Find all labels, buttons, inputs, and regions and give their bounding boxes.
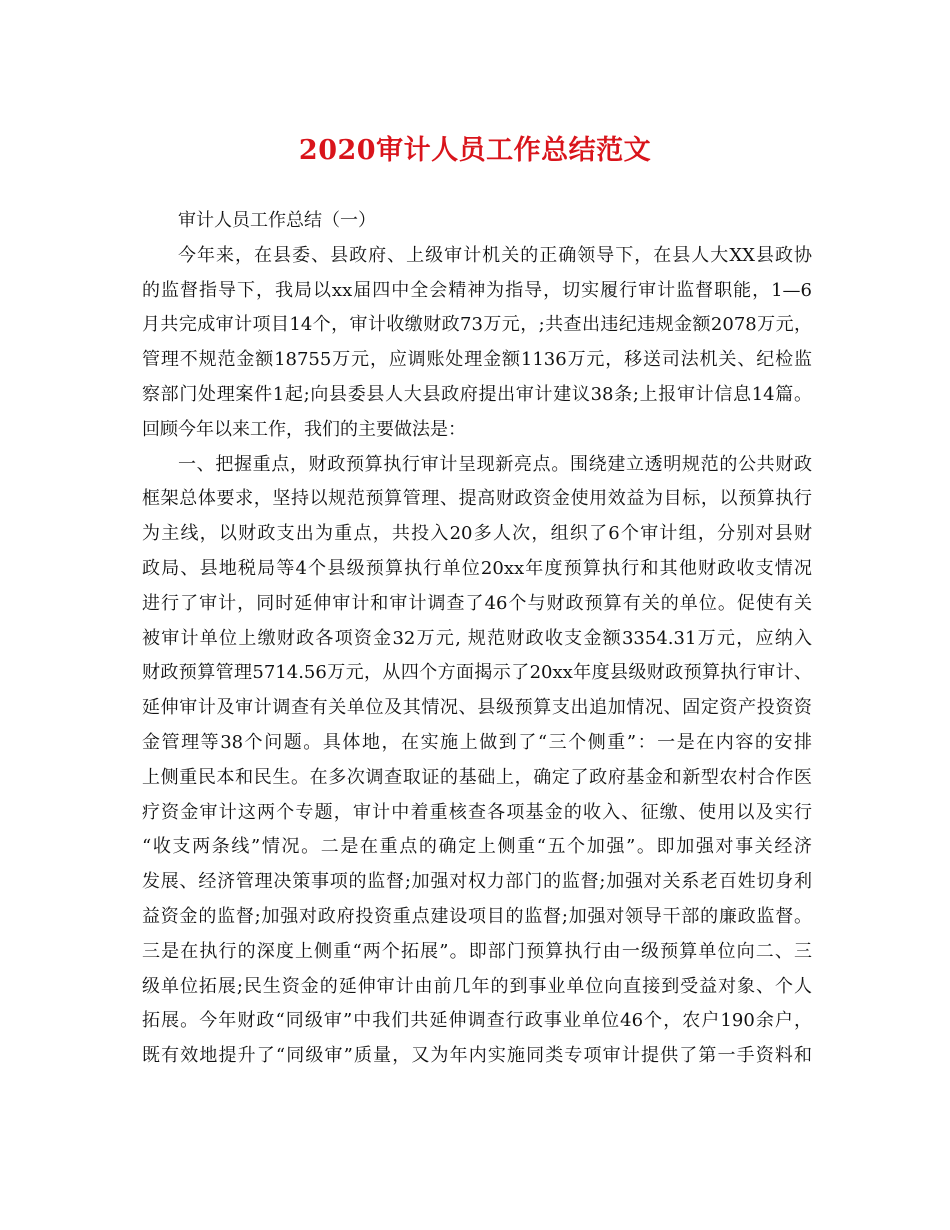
- text-line: 被审计单位上缴财政各项资金32万元, 规范财政收支金额3354.31万元，应纳入: [142, 627, 812, 649]
- text-line: 审计人员工作总结（一）: [178, 210, 376, 231]
- text-line: 金管理等38个问题。具体地，在实施上做到了“三个侧重”：一是在内容的安排: [142, 731, 812, 753]
- document-title: 2020审计人员工作总结范文: [298, 135, 652, 166]
- text-line: 三是在执行的深度上侧重“两个拓展”。即部门预算执行由一级预算单位向二、三: [142, 940, 812, 962]
- text-line: 的监督指导下，我局以xx届四中全会精神为指导，切实履行审计监督职能，1—6: [142, 279, 812, 301]
- text-line: 进行了审计，同时延伸审计和审计调查了46个与财政预算有关的单位。促使有关: [142, 592, 812, 614]
- text-line: 月共完成审计项目14个，审计收缴财政73万元，;共查出违纪违规金额2078万元，: [142, 314, 812, 336]
- text-line: 益资金的监督;加强对政府投资重点建设项目的监督;加强对领导干部的廉政监督。: [142, 905, 812, 927]
- document-body: [142, 204, 812, 1074]
- text-line: 财政预算管理5714.56万元，从四个方面揭示了20xx年度县级财政预算执行审计、: [142, 662, 812, 684]
- text-line: 为主线，以财政支出为重点，共投入20多人次，组织了6个审计组，分别对县财: [142, 523, 812, 545]
- text-line: 察部门处理案件1起;向县委县人大县政府提出审计建议38条;上报审计信息14篇。: [142, 383, 812, 405]
- text-line: 框架总体要求，坚持以规范预算管理、提高财政资金使用效益为目标，以预算执行: [142, 488, 812, 510]
- text-line: 管理不规范金额18755万元，应调账处理金额1136万元，移送司法机关、纪检监: [142, 349, 812, 371]
- text-line: 回顾今年以来工作，我们的主要做法是：: [142, 418, 466, 440]
- text-line: 发展、经济管理决策事项的监督;加强对权力部门的监督;加强对关系老百姓切身利: [142, 871, 812, 893]
- text-line: “收支两条线”情况。二是在重点的确定上侧重“五个加强”。即加强对事关经济: [142, 836, 812, 858]
- text-line: 上侧重民本和民生。在多次调查取证的基础上，确定了政府基金和新型农村合作医: [142, 766, 812, 788]
- text-line: 一、把握重点，财政预算执行审计呈现新亮点。围绕建立透明规范的公共财政: [178, 453, 812, 475]
- text-line: 延伸审计及审计调查有关单位及其情况、县级预算支出追加情况、固定资产投资资: [142, 697, 812, 719]
- text-line: 今年来，在县委、县政府、上级审计机关的正确领导下，在县人大XX县政协: [178, 244, 812, 266]
- text-line: 级单位拓展;民生资金的延伸审计由前几年的到事业单位向直接到受益对象、个人: [142, 975, 812, 997]
- text-line: 既有效地提升了“同级审”质量，又为年内实施同类专项审计提供了第一手资料和: [142, 1045, 812, 1067]
- text-line: 疗资金审计这两个专题，审计中着重核查各项基金的收入、征缴、使用以及实行: [142, 801, 812, 823]
- text-line: 政局、县地税局等4个县级预算执行单位20xx年度预算执行和其他财政收支情况: [142, 557, 812, 579]
- text-line: 拓展。今年财政“同级审”中我们共延伸调查行政事业单位46个，农户190余户，: [142, 1010, 812, 1032]
